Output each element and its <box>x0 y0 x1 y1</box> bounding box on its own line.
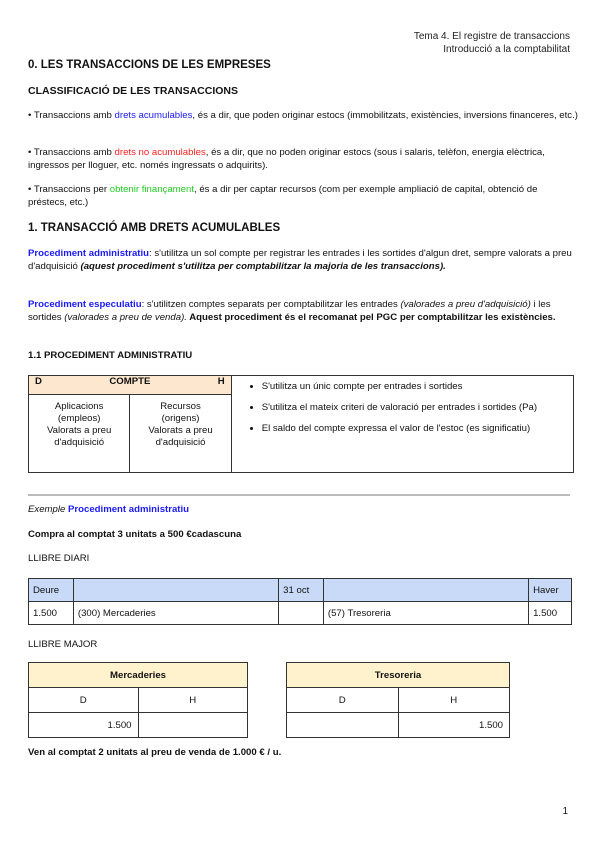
classification-item-2: • Transaccions amb drets no acumulables, és a dir, que no poden originar estocs (sous i salaris, telèfon, energia elèctrica, ingressos per lloguer, etc. només ingressats o adquirits). <box>28 147 545 171</box>
operation-2: Ven al comptat 2 unitats al preu de venda de 1.000 € / u. <box>28 747 282 758</box>
header-course: Introducció a la comptabilitat <box>443 44 570 55</box>
admin-procedure-paragraph: Procediment administratiu: s'utilitza un sol compte per registrar les entrades i les sortides d'algun dret, sempre valorats a preu d'adquisició (aquest procediment s'utilitza per comptabilitzar la majoria de les transaccions). <box>28 248 572 272</box>
highlight-financing: obtenir finançament <box>109 184 195 195</box>
subsection-title: 1.1 PROCEDIMENT ADMINISTRATIU <box>28 350 193 361</box>
section-1-title: 1. TRANSACCIÓ AMB DRETS ACUMULABLES <box>28 222 281 234</box>
account-summary-table <box>28 375 574 473</box>
debit-side: Aplicacions (empleos) Valorats a preu d'adquisició <box>29 395 130 473</box>
ledger-tresoreria: Tresoreria D H 1.500 <box>286 662 510 738</box>
divider <box>28 494 570 496</box>
classification-item-1: • Transaccions amb drets acumulables, és a dir, que poden originar estocs (immobilitzats, existències, inversions financeres, etc.) <box>28 110 578 121</box>
ledger-label: LLIBRE MAJOR <box>28 639 98 650</box>
account-header: D COMPTE H <box>29 376 232 395</box>
note-item: • S'utilitza un únic compte per entrades i sortides <box>262 380 565 393</box>
example-heading: Exemple Procediment administratiu <box>28 504 190 515</box>
journal-label: LLIBRE DIARI <box>28 553 90 564</box>
credit-side: Recursos (origens) Valorats a preu d'adquisició <box>130 395 231 473</box>
classification-title: CLASSIFICACIÓ DE LES TRANSACCIONS <box>28 85 239 97</box>
speculative-procedure-term: Procediment especulatiu <box>28 299 142 310</box>
page-number: 1 <box>562 806 568 817</box>
ledger-mercaderies: Mercaderies D H 1.500 <box>28 662 248 738</box>
classification-item-3: • Transaccions per obtenir finançament, és a dir per captar recursos (com per exemple ampliació de capital, obtenció de préstecs, etc.) <box>28 184 538 208</box>
header-topic: Tema 4. El registre de transaccions <box>413 31 570 42</box>
highlight-accumulable: drets acumulables <box>114 110 193 121</box>
note-item: • El saldo del compte expressa el valor de l'estoc (es significatiu) <box>262 422 565 435</box>
account-notes <box>231 376 573 473</box>
note-item: • S'utilitza el mateix criteri de valoració per entrades i sortides (Pa) <box>262 401 565 414</box>
journal-table: Deure 31 oct Haver 1.500 (300) Mercaderies (57) Tresoreria 1.500 <box>28 578 572 625</box>
speculative-procedure-paragraph: Procediment especulatiu: s'utilitzen comptes separats per comptabilitzar les entrades (valorades a preu d'adquisició) i les sortides (valorades a preu de venda). Aquest procediment és el recomanat pel PGC per comptabilitzar les existències. <box>28 299 556 323</box>
admin-procedure-term: Procediment administratiu <box>28 248 150 259</box>
page-header <box>414 30 570 56</box>
operation-1: Compra al comptat 3 unitats a 500 €cadascuna <box>28 529 242 540</box>
highlight-non-accumulable: drets no acumulables <box>114 147 206 158</box>
section-0-title: 0. LES TRANSACCIONS DE LES EMPRESES <box>28 59 271 71</box>
